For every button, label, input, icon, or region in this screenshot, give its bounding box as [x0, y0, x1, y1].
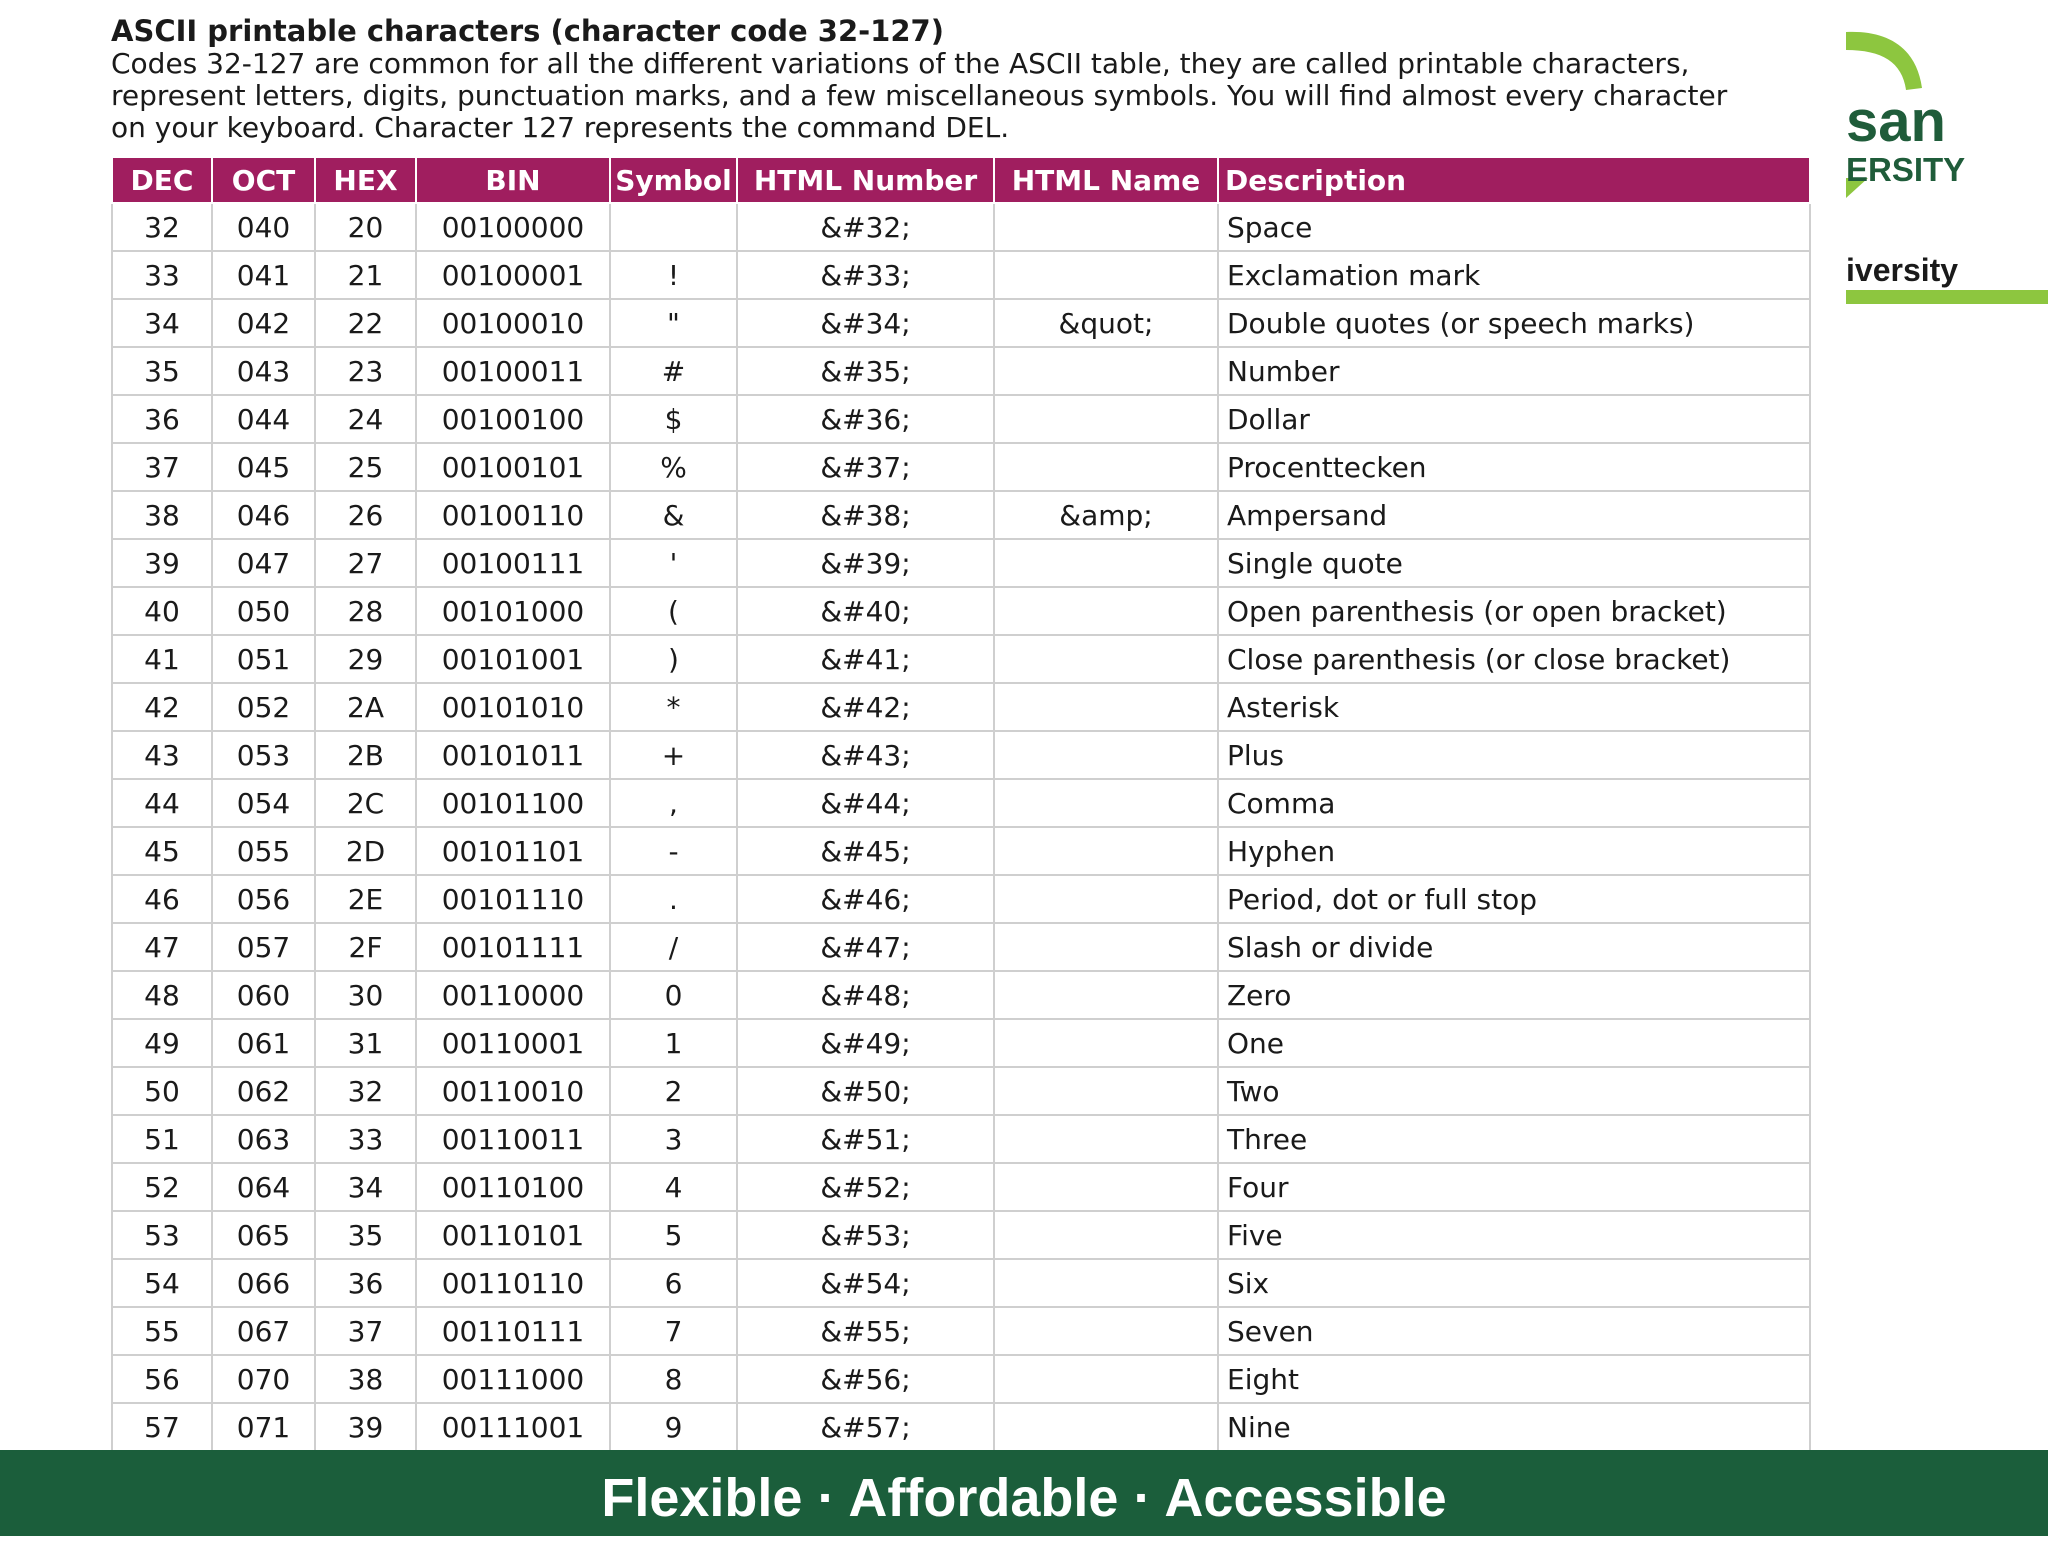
cell-oct: 041 [212, 251, 315, 299]
cell-symbol: 9 [610, 1403, 737, 1451]
cell-symbol: " [610, 299, 737, 347]
cell-dec: 48 [112, 971, 212, 1019]
cell-oct: 042 [212, 299, 315, 347]
cell-html-name [994, 827, 1218, 875]
cell-dec: 45 [112, 827, 212, 875]
cell-html-number: &#37; [737, 443, 994, 491]
cell-hex: 24 [315, 395, 416, 443]
cell-symbol: - [610, 827, 737, 875]
table-row [112, 251, 1810, 299]
table-row [112, 1163, 1810, 1211]
cell-dec: 54 [112, 1259, 212, 1307]
table-row [112, 971, 1810, 1019]
cell-html-number: &#32; [737, 203, 994, 251]
cell-symbol: 0 [610, 971, 737, 1019]
cell-html-number: &#56; [737, 1355, 994, 1403]
cell-description: Exclamation mark [1218, 251, 1810, 299]
cell-bin: 00101001 [416, 635, 610, 683]
cell-oct: 057 [212, 923, 315, 971]
cell-dec: 51 [112, 1115, 212, 1163]
table-row [112, 443, 1810, 491]
footer-tagline: Flexible · Affordable · Accessible [601, 1468, 1447, 1528]
cell-bin: 00100111 [416, 539, 610, 587]
col-header-html-name: HTML Name [994, 157, 1218, 203]
table-row [112, 1307, 1810, 1355]
intro-section [111, 14, 1811, 144]
cell-oct: 061 [212, 1019, 315, 1067]
cell-html-name [994, 635, 1218, 683]
cell-hex: 36 [315, 1259, 416, 1307]
cell-html-name [994, 539, 1218, 587]
cell-symbol: 5 [610, 1211, 737, 1259]
cell-oct: 046 [212, 491, 315, 539]
cell-hex: 39 [315, 1403, 416, 1451]
cell-description: Single quote [1218, 539, 1810, 587]
cell-description: Double quotes (or speech marks) [1218, 299, 1810, 347]
cell-hex: 2D [315, 827, 416, 875]
cell-bin: 00100101 [416, 443, 610, 491]
cell-html-name: &amp; [994, 491, 1218, 539]
cell-description: One [1218, 1019, 1810, 1067]
cell-html-name [994, 395, 1218, 443]
cell-html-name [994, 251, 1218, 299]
cell-html-number: &#34; [737, 299, 994, 347]
cell-bin: 00101000 [416, 587, 610, 635]
cell-description: Dollar [1218, 395, 1810, 443]
table-row [112, 635, 1810, 683]
cell-bin: 00101010 [416, 683, 610, 731]
table-row [112, 779, 1810, 827]
cell-html-number: &#52; [737, 1163, 994, 1211]
cell-html-name [994, 1307, 1218, 1355]
table-row [112, 1067, 1810, 1115]
cell-description: Six [1218, 1259, 1810, 1307]
table-row [112, 875, 1810, 923]
cell-description: Ampersand [1218, 491, 1810, 539]
cell-oct: 053 [212, 731, 315, 779]
cell-dec: 38 [112, 491, 212, 539]
cell-bin: 00100000 [416, 203, 610, 251]
cell-dec: 47 [112, 923, 212, 971]
cell-hex: 2A [315, 683, 416, 731]
cell-dec: 50 [112, 1067, 212, 1115]
ascii-table [111, 156, 1811, 1452]
cell-hex: 2B [315, 731, 416, 779]
intro-line-3: on your keyboard. Character 127 represents the command DEL. [111, 111, 1010, 144]
table-row [112, 1115, 1810, 1163]
cell-hex: 28 [315, 587, 416, 635]
cell-symbol [610, 203, 737, 251]
cell-html-name [994, 443, 1218, 491]
cell-symbol: 1 [610, 1019, 737, 1067]
cell-description: Period, dot or full stop [1218, 875, 1810, 923]
cell-dec: 33 [112, 251, 212, 299]
cell-oct: 065 [212, 1211, 315, 1259]
page-title: ASCII printable characters (character code 32-127) [111, 14, 944, 48]
table-row [112, 395, 1810, 443]
cell-html-number: &#40; [737, 587, 994, 635]
cell-bin: 00101110 [416, 875, 610, 923]
cell-html-number: &#57; [737, 1403, 994, 1451]
cell-oct: 054 [212, 779, 315, 827]
cell-description: Zero [1218, 971, 1810, 1019]
cell-html-number: &#53; [737, 1211, 994, 1259]
cell-symbol: , [610, 779, 737, 827]
cell-dec: 37 [112, 443, 212, 491]
cell-bin: 00111000 [416, 1355, 610, 1403]
cell-html-number: &#38; [737, 491, 994, 539]
cell-description: Number [1218, 347, 1810, 395]
cell-html-number: &#51; [737, 1115, 994, 1163]
cell-symbol: 8 [610, 1355, 737, 1403]
cell-dec: 32 [112, 203, 212, 251]
cell-oct: 044 [212, 395, 315, 443]
cell-bin: 00101011 [416, 731, 610, 779]
table-header-row [112, 157, 1810, 203]
cell-bin: 00101111 [416, 923, 610, 971]
cell-hex: 32 [315, 1067, 416, 1115]
cell-bin: 00110110 [416, 1259, 610, 1307]
cell-html-number: &#35; [737, 347, 994, 395]
cell-description: Close parenthesis (or close bracket) [1218, 635, 1810, 683]
cell-html-number: &#48; [737, 971, 994, 1019]
col-header-bin: BIN [416, 157, 610, 203]
cell-description: Asterisk [1218, 683, 1810, 731]
cell-description: Four [1218, 1163, 1810, 1211]
cell-symbol: * [610, 683, 737, 731]
cell-description: Open parenthesis (or open bracket) [1218, 587, 1810, 635]
table-row [112, 731, 1810, 779]
cell-html-name [994, 1211, 1218, 1259]
cell-hex: 25 [315, 443, 416, 491]
cell-description: Seven [1218, 1307, 1810, 1355]
cell-symbol: ! [610, 251, 737, 299]
cell-bin: 00110101 [416, 1211, 610, 1259]
cell-bin: 00110010 [416, 1067, 610, 1115]
table-row [112, 587, 1810, 635]
cell-html-name [994, 971, 1218, 1019]
cell-hex: 2E [315, 875, 416, 923]
cell-hex: 31 [315, 1019, 416, 1067]
cell-html-number: &#49; [737, 1019, 994, 1067]
cell-dec: 56 [112, 1355, 212, 1403]
logo-text-line-2: ERSITY [1846, 151, 1966, 188]
cell-dec: 40 [112, 587, 212, 635]
cell-html-number: &#50; [737, 1067, 994, 1115]
cell-bin: 00101101 [416, 827, 610, 875]
cell-symbol: + [610, 731, 737, 779]
cell-symbol: 4 [610, 1163, 737, 1211]
col-header-html-number: HTML Number [737, 157, 994, 203]
cell-symbol: # [610, 347, 737, 395]
cell-bin: 00110000 [416, 971, 610, 1019]
cell-hex: 35 [315, 1211, 416, 1259]
intro-line-1: Codes 32-127 are common for all the different variations of the ASCII table, they are called printable characters, [111, 47, 1690, 80]
cell-oct: 050 [212, 587, 315, 635]
cell-html-name [994, 1163, 1218, 1211]
cell-html-number: &#45; [737, 827, 994, 875]
table-row [112, 923, 1810, 971]
cell-html-name [994, 923, 1218, 971]
cell-hex: 30 [315, 971, 416, 1019]
cell-description: Two [1218, 1067, 1810, 1115]
cell-html-number: &#44; [737, 779, 994, 827]
cell-html-name [994, 683, 1218, 731]
cell-bin: 00110100 [416, 1163, 610, 1211]
cell-bin: 00110111 [416, 1307, 610, 1355]
cell-oct: 043 [212, 347, 315, 395]
cell-oct: 066 [212, 1259, 315, 1307]
cell-hex: 21 [315, 251, 416, 299]
university-logo [1846, 28, 2048, 198]
cell-oct: 062 [212, 1067, 315, 1115]
cell-html-name [994, 587, 1218, 635]
cell-html-name [994, 1019, 1218, 1067]
footer-banner [0, 1450, 2048, 1536]
col-header-symbol: Symbol [610, 157, 737, 203]
cell-description: Three [1218, 1115, 1810, 1163]
col-header-oct: OCT [212, 157, 315, 203]
table-row [112, 1259, 1810, 1307]
cell-description: Slash or divide [1218, 923, 1810, 971]
table-row [112, 491, 1810, 539]
table-row [112, 203, 1810, 251]
cell-dec: 34 [112, 299, 212, 347]
cell-html-number: &#36; [737, 395, 994, 443]
cell-dec: 36 [112, 395, 212, 443]
cell-dec: 41 [112, 635, 212, 683]
cell-html-name [994, 875, 1218, 923]
cell-dec: 52 [112, 1163, 212, 1211]
table-row [112, 1403, 1810, 1451]
cell-html-number: &#43; [737, 731, 994, 779]
cell-hex: 34 [315, 1163, 416, 1211]
cell-bin: 00100010 [416, 299, 610, 347]
cell-oct: 070 [212, 1355, 315, 1403]
cell-html-number: &#54; [737, 1259, 994, 1307]
cell-description: Eight [1218, 1355, 1810, 1403]
table-row [112, 347, 1810, 395]
cell-hex: 2F [315, 923, 416, 971]
cell-dec: 55 [112, 1307, 212, 1355]
cell-hex: 22 [315, 299, 416, 347]
table-row [112, 299, 1810, 347]
cell-symbol: 7 [610, 1307, 737, 1355]
cell-hex: 23 [315, 347, 416, 395]
cell-description: Nine [1218, 1403, 1810, 1451]
cell-dec: 43 [112, 731, 212, 779]
cell-symbol: % [610, 443, 737, 491]
cell-hex: 26 [315, 491, 416, 539]
cell-html-name [994, 347, 1218, 395]
cell-html-number: &#46; [737, 875, 994, 923]
cell-bin: 00100001 [416, 251, 610, 299]
cell-oct: 063 [212, 1115, 315, 1163]
university-label: iversity [1846, 252, 1959, 288]
cell-description: Space [1218, 203, 1810, 251]
cell-bin: 00111001 [416, 1403, 610, 1451]
cell-hex: 33 [315, 1115, 416, 1163]
cell-html-number: &#39; [737, 539, 994, 587]
cell-dec: 39 [112, 539, 212, 587]
cell-dec: 44 [112, 779, 212, 827]
col-header-description: Description [1218, 157, 1810, 203]
table-row [112, 1211, 1810, 1259]
table-row [112, 1019, 1810, 1067]
cell-oct: 071 [212, 1403, 315, 1451]
cell-hex: 20 [315, 203, 416, 251]
cell-html-name [994, 203, 1218, 251]
cell-html-name [994, 1259, 1218, 1307]
cell-hex: 29 [315, 635, 416, 683]
cell-hex: 27 [315, 539, 416, 587]
cell-oct: 051 [212, 635, 315, 683]
cell-dec: 53 [112, 1211, 212, 1259]
cell-symbol: 2 [610, 1067, 737, 1115]
cell-dec: 35 [112, 347, 212, 395]
col-header-dec: DEC [112, 157, 212, 203]
cell-description: Plus [1218, 731, 1810, 779]
cell-oct: 064 [212, 1163, 315, 1211]
cell-oct: 045 [212, 443, 315, 491]
intro-line-2: represent letters, digits, punctuation marks, and a few miscellaneous symbols. You will find almost every character [111, 79, 1728, 112]
cell-symbol: $ [610, 395, 737, 443]
cell-oct: 055 [212, 827, 315, 875]
cell-dec: 49 [112, 1019, 212, 1067]
cell-bin: 00110011 [416, 1115, 610, 1163]
accent-bar [1846, 290, 2048, 304]
cell-symbol: 3 [610, 1115, 737, 1163]
cell-bin: 00100011 [416, 347, 610, 395]
cell-symbol: ( [610, 587, 737, 635]
cell-html-name [994, 1403, 1218, 1451]
cell-description: Procenttecken [1218, 443, 1810, 491]
cell-oct: 040 [212, 203, 315, 251]
cell-hex: 38 [315, 1355, 416, 1403]
table-row [112, 539, 1810, 587]
table-body [112, 203, 1810, 1451]
cell-html-name [994, 1355, 1218, 1403]
cell-html-number: &#42; [737, 683, 994, 731]
cell-html-name: &quot; [994, 299, 1218, 347]
cell-html-number: &#33; [737, 251, 994, 299]
cell-symbol: / [610, 923, 737, 971]
table-row [112, 1355, 1810, 1403]
table-row [112, 683, 1810, 731]
cell-html-name [994, 1067, 1218, 1115]
cell-bin: 00100110 [416, 491, 610, 539]
cell-description: Hyphen [1218, 827, 1810, 875]
cell-oct: 056 [212, 875, 315, 923]
cell-oct: 060 [212, 971, 315, 1019]
cell-bin: 00110001 [416, 1019, 610, 1067]
cell-oct: 052 [212, 683, 315, 731]
table-row [112, 827, 1810, 875]
cell-html-number: &#47; [737, 923, 994, 971]
cell-hex: 37 [315, 1307, 416, 1355]
cell-oct: 067 [212, 1307, 315, 1355]
cell-html-number: &#55; [737, 1307, 994, 1355]
col-header-hex: HEX [315, 157, 416, 203]
cell-html-number: &#41; [737, 635, 994, 683]
cell-html-name [994, 731, 1218, 779]
cell-bin: 00101100 [416, 779, 610, 827]
cell-hex: 2C [315, 779, 416, 827]
cell-symbol: 6 [610, 1259, 737, 1307]
cell-dec: 42 [112, 683, 212, 731]
cell-html-name [994, 779, 1218, 827]
cell-description: Comma [1218, 779, 1810, 827]
cell-symbol: ' [610, 539, 737, 587]
logo-text-line-1: san [1846, 89, 1946, 154]
cell-symbol: & [610, 491, 737, 539]
cell-oct: 047 [212, 539, 315, 587]
cell-bin: 00100100 [416, 395, 610, 443]
cell-description: Five [1218, 1211, 1810, 1259]
cell-dec: 46 [112, 875, 212, 923]
cell-html-name [994, 1115, 1218, 1163]
cell-symbol: ) [610, 635, 737, 683]
cell-dec: 57 [112, 1403, 212, 1451]
cell-symbol: . [610, 875, 737, 923]
